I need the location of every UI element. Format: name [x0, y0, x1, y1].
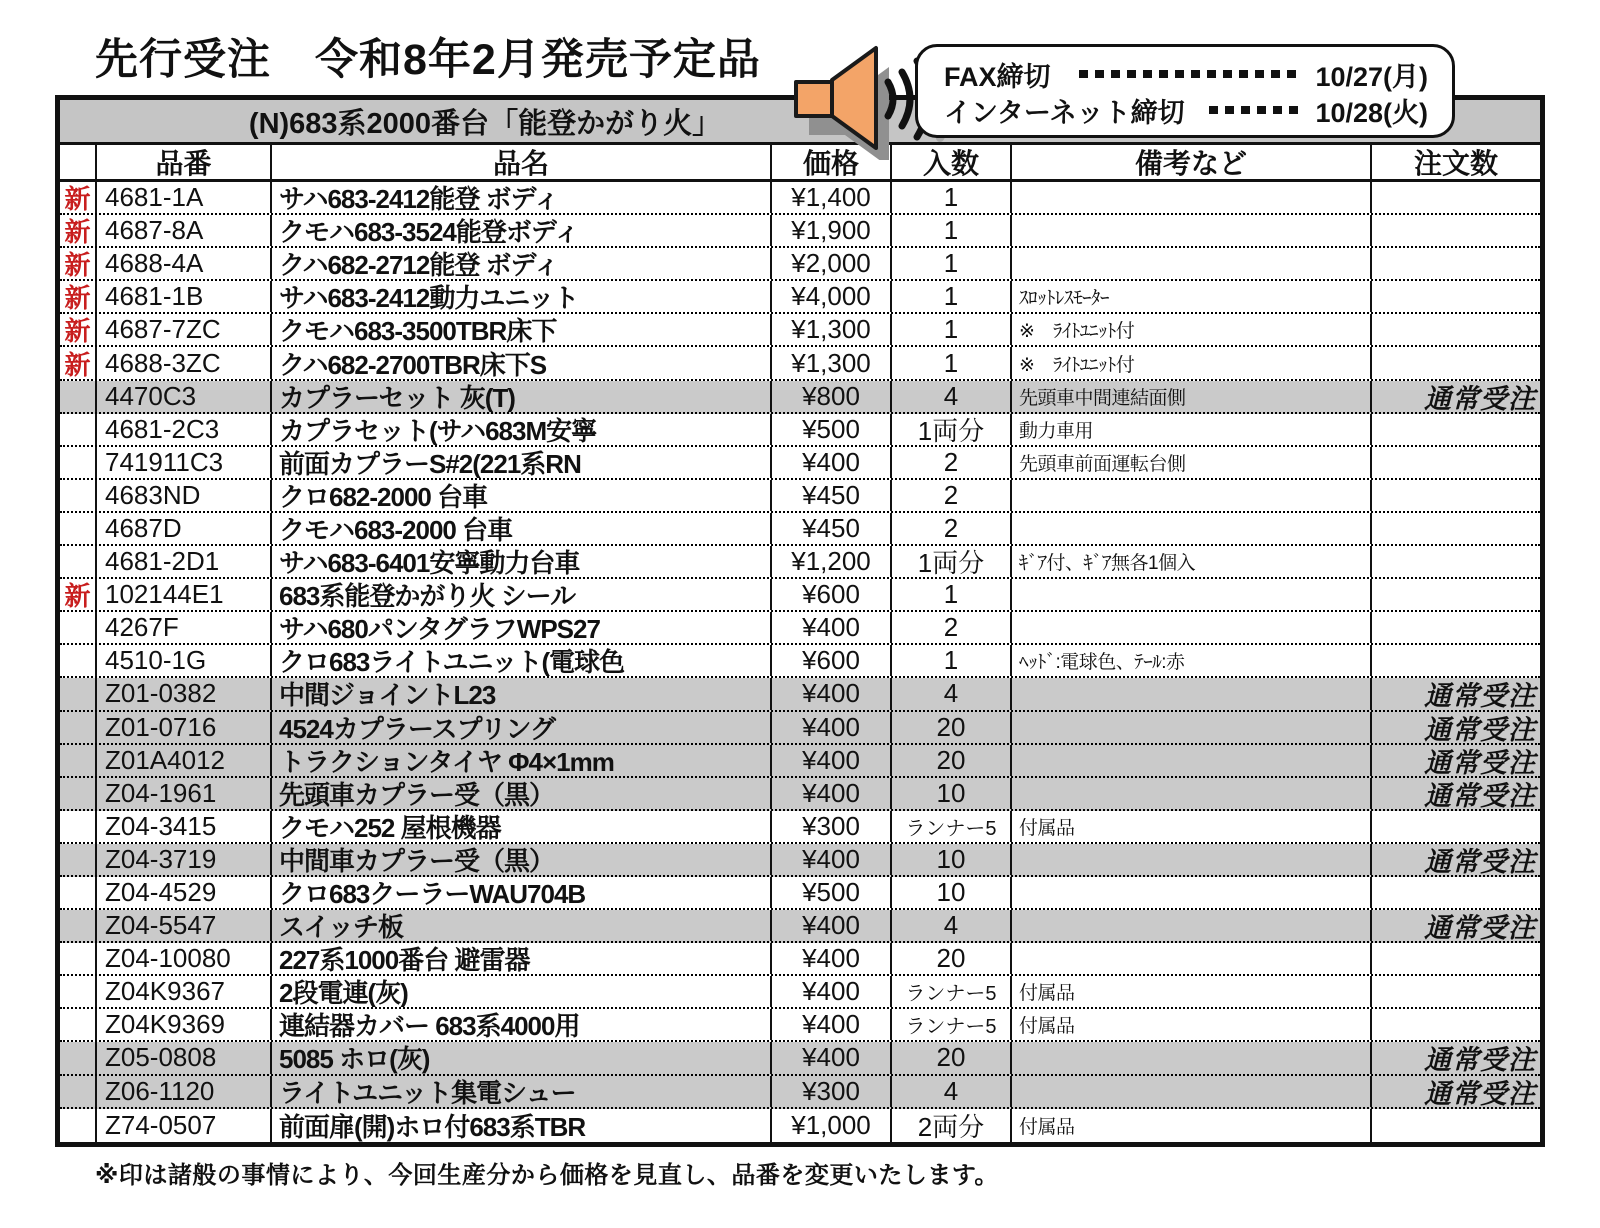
item-price: ¥300: [770, 811, 890, 842]
table-row: [60, 844, 1540, 877]
item-name: 中間車カプラー受（黒）: [270, 844, 770, 875]
order-type-label: 通常受注: [1370, 844, 1540, 875]
item-quantity: 2: [890, 447, 1010, 478]
new-item-marker: [60, 1009, 95, 1040]
item-quantity: 2: [890, 513, 1010, 544]
new-item-marker: [60, 546, 95, 577]
fax-deadline-label: FAX締切: [944, 61, 1051, 92]
new-item-marker: [60, 910, 95, 941]
item-note: 付属品: [1010, 811, 1370, 842]
header-note: 備考など: [1010, 145, 1370, 179]
table-row: [60, 745, 1540, 778]
item-code: 4681-1A: [95, 182, 270, 213]
item-code: Z04K9367: [95, 976, 270, 1007]
item-name: サハ680パンタグラフWPS27: [270, 612, 770, 643]
order-type-label: [1370, 1109, 1540, 1142]
new-item-marker: 新: [64, 217, 91, 247]
item-price: ¥2,000: [770, 248, 890, 279]
item-name: クモハ683-3500TBR床下: [270, 314, 770, 345]
order-type-label: [1370, 215, 1540, 246]
table-row: [60, 943, 1540, 976]
item-price: ¥400: [770, 1042, 890, 1073]
order-type-label: [1370, 877, 1540, 908]
order-type-label: 通常受注: [1370, 745, 1540, 776]
item-code: Z01-0716: [95, 712, 270, 743]
table-row: [60, 1109, 1540, 1142]
item-name: 連結器カバー 683系4000用: [270, 1009, 770, 1040]
item-code: 102144E1: [95, 579, 270, 610]
order-type-label: [1370, 579, 1540, 610]
item-price: ¥400: [770, 612, 890, 643]
item-note: ※ ﾗｲﾄﾕﾆｯﾄ付: [1010, 347, 1370, 378]
item-code: Z04-4529: [95, 877, 270, 908]
item-price: ¥400: [770, 943, 890, 974]
item-code: 4510-1G: [95, 645, 270, 676]
item-quantity: 4: [890, 1076, 1010, 1107]
item-name: 中間ジョイントL23: [270, 678, 770, 709]
new-item-marker: [60, 745, 95, 776]
item-code: Z01-0382: [95, 678, 270, 709]
item-price: ¥1,300: [770, 347, 890, 378]
item-name: クモハ252 屋根機器: [270, 811, 770, 842]
new-item-marker: [60, 414, 95, 445]
page-title: 先行受注 令和8年2月発売予定品: [95, 36, 761, 84]
order-type-label: [1370, 347, 1540, 378]
item-code: 4681-1B: [95, 281, 270, 312]
header-new-marker: [60, 145, 95, 179]
new-item-marker: [60, 811, 95, 842]
order-type-label: [1370, 1009, 1540, 1040]
new-item-marker: 新: [64, 316, 91, 346]
item-name: ライトユニット集電シュー: [270, 1076, 770, 1107]
item-name: 前面扉(開)ホロ付683系TBR: [270, 1109, 770, 1142]
item-note: [1010, 1076, 1370, 1107]
item-price: ¥450: [770, 513, 890, 544]
item-price: ¥400: [770, 844, 890, 875]
item-name: スイッチ板: [270, 910, 770, 941]
table-row: [60, 678, 1540, 711]
new-item-marker: [60, 943, 95, 974]
item-name: 683系能登かがり火 シール: [270, 579, 770, 610]
item-note: [1010, 910, 1370, 941]
header-order: 注文数: [1370, 145, 1540, 179]
item-name: 前面カプラーS#2(221系RN: [270, 447, 770, 478]
table-row: [60, 182, 1540, 215]
item-code: 4470C3: [95, 381, 270, 412]
item-code: Z04-5547: [95, 910, 270, 941]
item-quantity: 1: [890, 314, 1010, 345]
item-price: ¥400: [770, 778, 890, 809]
item-code: Z04-3719: [95, 844, 270, 875]
item-quantity: ランナー5: [890, 811, 1010, 842]
order-type-label: 通常受注: [1370, 712, 1540, 743]
header-price: 価格: [770, 145, 890, 179]
new-item-marker: [60, 844, 95, 875]
order-type-label: [1370, 248, 1540, 279]
item-quantity: 10: [890, 877, 1010, 908]
header-name: 品名: [270, 145, 770, 179]
item-code: 4687-7ZC: [95, 314, 270, 345]
item-quantity: 20: [890, 712, 1010, 743]
item-name: サハ683-6401安寧動力台車: [270, 546, 770, 577]
footnote: ※印は諸般の事情により、今回生産分から価格を見直し、品番を変更いたします。: [95, 1162, 999, 1189]
item-code: Z04-1961: [95, 778, 270, 809]
item-name: クハ682-2712能登 ボディ: [270, 248, 770, 279]
new-item-marker: [60, 1042, 95, 1073]
item-price: ¥400: [770, 745, 890, 776]
item-note: [1010, 745, 1370, 776]
item-quantity: 20: [890, 943, 1010, 974]
item-price: ¥400: [770, 447, 890, 478]
new-item-marker: [60, 712, 95, 743]
item-quantity: ランナー5: [890, 1009, 1010, 1040]
order-type-label: 通常受注: [1370, 678, 1540, 709]
item-note: [1010, 943, 1370, 974]
dotted-leader: [1079, 70, 1297, 78]
item-code: Z05-0808: [95, 1042, 270, 1073]
item-price: ¥600: [770, 579, 890, 610]
table-row: [60, 1009, 1540, 1042]
order-type-label: [1370, 513, 1540, 544]
table-row: [60, 811, 1540, 844]
item-note: [1010, 1042, 1370, 1073]
item-note: [1010, 877, 1370, 908]
item-code: 4681-2C3: [95, 414, 270, 445]
table-row: [60, 281, 1540, 314]
order-type-label: [1370, 976, 1540, 1007]
order-type-label: 通常受注: [1370, 1042, 1540, 1073]
fax-deadline-row: [944, 56, 1428, 92]
item-quantity: ランナー5: [890, 976, 1010, 1007]
item-price: ¥400: [770, 910, 890, 941]
item-price: ¥450: [770, 480, 890, 511]
table-row: [60, 1076, 1540, 1109]
item-price: ¥400: [770, 1009, 890, 1040]
item-note: ｷﾞｱ付、ｷﾞｱ無各1個入: [1010, 546, 1370, 577]
item-quantity: 10: [890, 778, 1010, 809]
table-row: [60, 778, 1540, 811]
item-name: カプラーセット 灰(T): [270, 381, 770, 412]
table-row: [60, 612, 1540, 645]
new-item-marker: 新: [64, 184, 91, 214]
new-item-marker: 新: [64, 283, 91, 313]
order-type-label: [1370, 281, 1540, 312]
order-type-label: [1370, 414, 1540, 445]
item-name: クモハ683-2000 台車: [270, 513, 770, 544]
deadline-box: [915, 44, 1455, 138]
item-note: [1010, 248, 1370, 279]
order-type-label: 通常受注: [1370, 910, 1540, 941]
item-quantity: 1: [890, 215, 1010, 246]
item-name: クロ682-2000 台車: [270, 480, 770, 511]
fax-deadline-date: 10/27(月): [1315, 61, 1428, 92]
item-quantity: 2: [890, 612, 1010, 643]
new-item-marker: [60, 1076, 95, 1107]
item-code: 4688-3ZC: [95, 347, 270, 378]
new-item-marker: [60, 877, 95, 908]
item-quantity: 1: [890, 281, 1010, 312]
item-quantity: 1両分: [890, 414, 1010, 445]
item-note: [1010, 579, 1370, 610]
item-price: ¥1,300: [770, 314, 890, 345]
item-price: ¥1,900: [770, 215, 890, 246]
item-name: サハ683-2412動力ユニット: [270, 281, 770, 312]
item-quantity: 1: [890, 645, 1010, 676]
item-note: [1010, 844, 1370, 875]
item-name: 先頭車カプラー受（黒）: [270, 778, 770, 809]
table-row: [60, 414, 1540, 447]
item-quantity: 2: [890, 480, 1010, 511]
item-price: ¥4,000: [770, 281, 890, 312]
item-price: ¥800: [770, 381, 890, 412]
new-item-marker: [60, 678, 95, 709]
table-row: [60, 645, 1540, 678]
header-code: 品番: [95, 145, 270, 179]
new-item-marker: [60, 513, 95, 544]
item-code: Z74-0507: [95, 1109, 270, 1142]
table-row: [60, 579, 1540, 612]
item-note: [1010, 678, 1370, 709]
item-name: クモハ683-3524能登ボディ: [270, 215, 770, 246]
item-name: クロ683ライトユニット(電球色: [270, 645, 770, 676]
item-quantity: 10: [890, 844, 1010, 875]
item-price: ¥400: [770, 976, 890, 1007]
new-item-marker: [60, 612, 95, 643]
internet-deadline-row: [944, 92, 1428, 128]
item-note: [1010, 513, 1370, 544]
series-title: (N)683系2000番台「能登かがり火」: [248, 107, 722, 140]
table-row: [60, 314, 1540, 347]
item-quantity: 4: [890, 910, 1010, 941]
order-type-label: [1370, 811, 1540, 842]
item-note: [1010, 612, 1370, 643]
order-type-label: [1370, 612, 1540, 643]
table-row: [60, 248, 1540, 281]
table-row: [60, 347, 1540, 380]
item-note: [1010, 215, 1370, 246]
item-name: クハ682-2700TBR床下S: [270, 347, 770, 378]
new-item-marker: 新: [64, 250, 91, 280]
item-note: 付属品: [1010, 1009, 1370, 1040]
item-price: ¥300: [770, 1076, 890, 1107]
table-row: [60, 976, 1540, 1009]
new-item-marker: 新: [64, 581, 91, 611]
order-type-label: [1370, 314, 1540, 345]
item-note: [1010, 480, 1370, 511]
order-type-label: 通常受注: [1370, 778, 1540, 809]
internet-deadline-label: インターネット締切: [944, 97, 1185, 128]
item-note: 付属品: [1010, 976, 1370, 1007]
item-price: ¥1,200: [770, 546, 890, 577]
item-name: サハ683-2412能登 ボディ: [270, 182, 770, 213]
item-code: 4267F: [95, 612, 270, 643]
item-note: 付属品: [1010, 1109, 1370, 1142]
table-row: [60, 447, 1540, 480]
item-code: Z04-3415: [95, 811, 270, 842]
table-row: [60, 215, 1540, 248]
item-price: ¥500: [770, 414, 890, 445]
order-type-label: [1370, 546, 1540, 577]
item-name: カプラセット(サハ683M安寧: [270, 414, 770, 445]
header-qty: 入数: [890, 145, 1010, 179]
item-code: 741911C3: [95, 447, 270, 478]
new-item-marker: [60, 447, 95, 478]
item-quantity: 4: [890, 678, 1010, 709]
new-item-marker: 新: [64, 349, 91, 379]
table-row: [60, 712, 1540, 745]
new-item-marker: [60, 645, 95, 676]
item-quantity: 1両分: [890, 546, 1010, 577]
item-quantity: 1: [890, 182, 1010, 213]
order-type-label: 通常受注: [1370, 1076, 1540, 1107]
internet-deadline-date: 10/28(火): [1315, 97, 1428, 128]
item-quantity: 1: [890, 248, 1010, 279]
new-item-marker: [60, 480, 95, 511]
item-quantity: 1: [890, 347, 1010, 378]
item-price: ¥600: [770, 645, 890, 676]
order-type-label: [1370, 943, 1540, 974]
item-code: 4683ND: [95, 480, 270, 511]
item-note: 先頭車前面運転台側: [1010, 447, 1370, 478]
item-code: 4687-8A: [95, 215, 270, 246]
item-note: [1010, 778, 1370, 809]
table-row: [60, 546, 1540, 579]
order-type-label: [1370, 480, 1540, 511]
item-note: 先頭車中間連結面側: [1010, 381, 1370, 412]
item-code: Z06-1120: [95, 1076, 270, 1107]
table-row: [60, 513, 1540, 546]
order-type-label: [1370, 645, 1540, 676]
table-row: [60, 381, 1540, 414]
table-row: [60, 480, 1540, 513]
item-price: ¥500: [770, 877, 890, 908]
order-type-label: [1370, 447, 1540, 478]
item-name: 227系1000番台 避雷器: [270, 943, 770, 974]
order-type-label: [1370, 182, 1540, 213]
item-quantity: 20: [890, 1042, 1010, 1073]
item-note: ﾍｯﾄﾞ:電球色、ﾃｰﾙ:赤: [1010, 645, 1370, 676]
item-code: 4687D: [95, 513, 270, 544]
item-name: 4524カプラースプリング: [270, 712, 770, 743]
item-code: Z04-10080: [95, 943, 270, 974]
order-table: [55, 95, 1545, 1147]
item-quantity: 4: [890, 381, 1010, 412]
new-item-marker: [60, 778, 95, 809]
item-code: 4688-4A: [95, 248, 270, 279]
item-quantity: 20: [890, 745, 1010, 776]
item-name: トラクションタイヤ Φ4×1mm: [270, 745, 770, 776]
item-note: [1010, 182, 1370, 213]
new-item-marker: [60, 976, 95, 1007]
item-quantity: 1: [890, 579, 1010, 610]
item-name: 2段電連(灰): [270, 976, 770, 1007]
item-price: ¥1,400: [770, 182, 890, 213]
new-item-marker: [60, 1109, 95, 1142]
item-name: クロ683クーラーWAU704B: [270, 877, 770, 908]
table-row: [60, 877, 1540, 910]
item-name: 5085 ホロ(灰): [270, 1042, 770, 1073]
item-note: ｽﾛｯﾄﾚｽﾓｰﾀｰ: [1010, 281, 1370, 312]
item-code: Z04K9369: [95, 1009, 270, 1040]
item-code: Z01A4012: [95, 745, 270, 776]
item-price: ¥1,000: [770, 1109, 890, 1142]
item-code: 4681-2D1: [95, 546, 270, 577]
item-price: ¥400: [770, 712, 890, 743]
item-note: [1010, 712, 1370, 743]
new-item-marker: [60, 381, 95, 412]
item-note: 動力車用: [1010, 414, 1370, 445]
table-row: [60, 1042, 1540, 1075]
order-type-label: 通常受注: [1370, 381, 1540, 412]
table-row: [60, 910, 1540, 943]
item-quantity: 2両分: [890, 1109, 1010, 1142]
dotted-leader: [1209, 106, 1301, 114]
item-price: ¥400: [770, 678, 890, 709]
item-note: ※ ﾗｲﾄﾕﾆｯﾄ付: [1010, 314, 1370, 345]
